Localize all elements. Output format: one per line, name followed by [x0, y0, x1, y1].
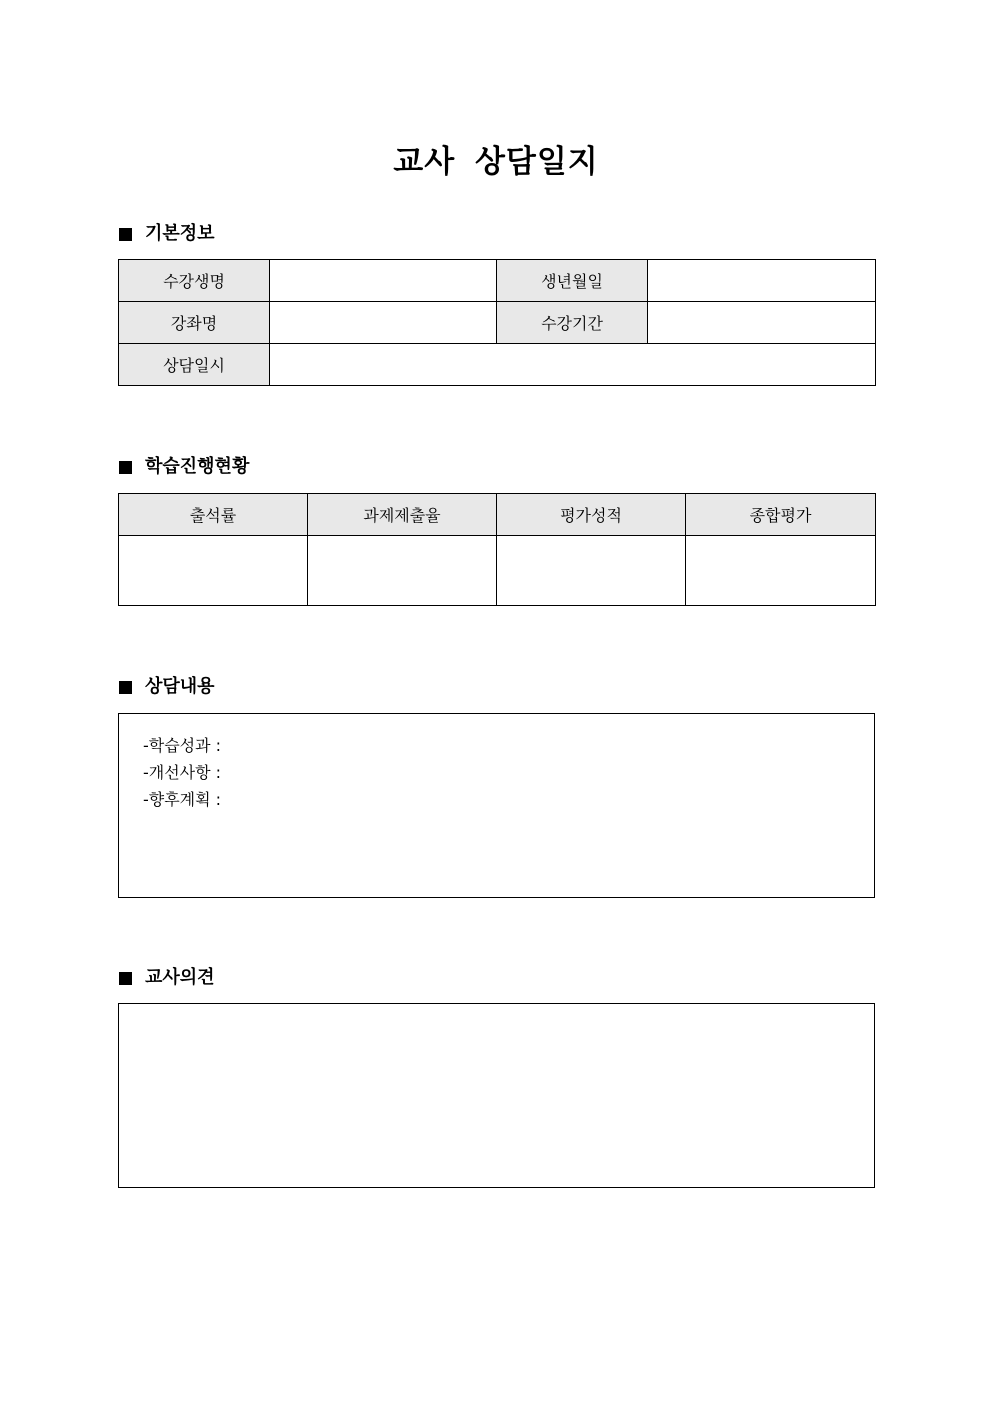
section-heading-label: 상담내용	[145, 676, 215, 697]
field-assignment[interactable]	[308, 536, 497, 606]
table-header-row	[119, 494, 876, 536]
section-heading-counsel	[119, 675, 215, 699]
label-course-name: 강좌명	[119, 302, 270, 344]
counsel-lines	[143, 732, 221, 813]
column-header-evaluation: 평가성적	[497, 494, 686, 536]
section-heading-label: 학습진행현황	[145, 456, 250, 477]
field-student-name[interactable]	[270, 260, 497, 302]
basic-info-table	[118, 259, 876, 386]
square-bullet-icon	[119, 972, 132, 985]
section-heading-label: 기본정보	[145, 223, 215, 244]
table-row	[119, 302, 876, 344]
table-row	[119, 536, 876, 606]
counsel-line-learning-outcome: -학습성과 :	[143, 736, 222, 755]
page-title: 교사 상담일지	[393, 144, 599, 180]
field-birth-date[interactable]	[648, 260, 876, 302]
field-counsel-datetime[interactable]	[270, 344, 876, 386]
field-course-period[interactable]	[648, 302, 876, 344]
label-birth-date: 생년월일	[497, 260, 648, 302]
counsel-line-future-plan: -향후계획 :	[143, 790, 222, 809]
counsel-line-improvements: -개선사항 :	[143, 763, 222, 782]
column-header-attendance: 출석률	[119, 494, 308, 536]
progress-table	[118, 493, 876, 606]
square-bullet-icon	[119, 681, 132, 694]
square-bullet-icon	[119, 461, 132, 474]
table-row	[119, 344, 876, 386]
section-heading-opinion	[119, 966, 215, 990]
column-header-overall: 종합평가	[686, 494, 876, 536]
field-overall[interactable]	[686, 536, 876, 606]
label-student-name: 수강생명	[119, 260, 270, 302]
section-heading-label: 교사의견	[145, 967, 215, 988]
section-heading-basic-info	[119, 222, 215, 246]
field-attendance[interactable]	[119, 536, 308, 606]
label-counsel-datetime: 상담일시	[119, 344, 270, 386]
field-evaluation[interactable]	[497, 536, 686, 606]
label-course-period: 수강기간	[497, 302, 648, 344]
counsel-content-box[interactable]	[118, 713, 875, 898]
field-course-name[interactable]	[270, 302, 497, 344]
column-header-assignment: 과제제출율	[308, 494, 497, 536]
square-bullet-icon	[119, 228, 132, 241]
teacher-opinion-box[interactable]	[118, 1003, 875, 1188]
section-heading-progress	[119, 455, 249, 479]
table-row	[119, 260, 876, 302]
